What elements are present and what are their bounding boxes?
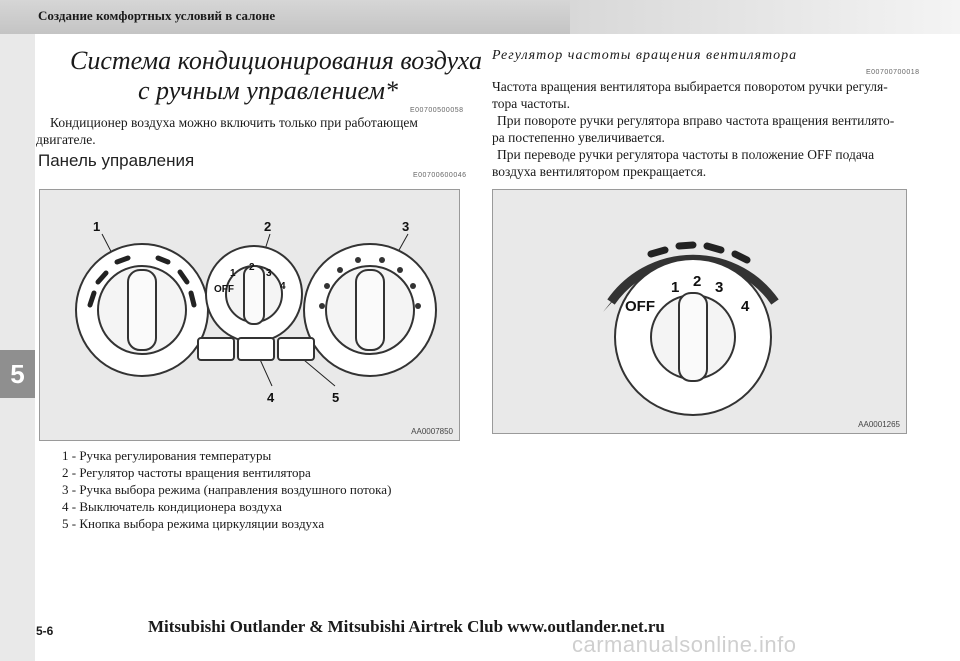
- dial-label-4: 4: [741, 298, 750, 315]
- button-row: [198, 338, 314, 360]
- fan-label-1: 1: [230, 268, 236, 279]
- fan-text-4: ра постепенно увеличивается.: [492, 130, 665, 145]
- page-number: 5-6: [36, 624, 54, 638]
- control-panel-illustration: [40, 190, 459, 440]
- temperature-knob: [76, 244, 208, 376]
- callout-1: 1: [93, 219, 101, 234]
- fan-text-6: воздуха вентилятором прекращается.: [492, 164, 707, 179]
- fan-dial-figure: [492, 189, 907, 434]
- section-title-line1: Система кондиционирования воздуха: [70, 46, 482, 75]
- legend-item: 5 - Кнопка выбора режима циркуляции воздуха: [62, 516, 325, 531]
- legend-item: 2 - Регулятор частоты вращения вентилятора: [62, 465, 311, 480]
- fan-text-5: При переводе ручки регулятора частоты в положение OFF подача: [497, 147, 875, 162]
- watermark: carmanualsonline.info: [572, 632, 797, 657]
- section-code: E00700500058: [410, 107, 464, 114]
- dial-label-off: OFF: [625, 298, 655, 315]
- fan-label-off: OFF: [214, 284, 234, 295]
- header-fade: [570, 0, 960, 34]
- fan-text-3: При повороте ручки регулятора вправо частота вращения вентилято-: [497, 113, 895, 128]
- dial-label-2: 2: [693, 273, 702, 290]
- mode-knob: [304, 244, 436, 376]
- dial-label-1: 1: [671, 279, 680, 296]
- legend-item: 1 - Ручка регулирования температуры: [62, 448, 272, 463]
- fan-speed-knob: [206, 246, 302, 342]
- dial-label-3: 3: [715, 279, 724, 296]
- fan-label-2: 2: [249, 262, 255, 273]
- panel-heading: Панель управления: [38, 151, 195, 170]
- fan-heading: Регулятор частоты вращения вентилятора: [492, 48, 798, 63]
- legend-item: 4 - Выключатель кондиционера воздуха: [62, 499, 282, 514]
- fan-label-4: 4: [280, 281, 286, 292]
- fan-text-1: Частота вращения вентилятора выбирается поворотом ручки регуля-: [492, 79, 888, 94]
- callout-3: 3: [402, 219, 410, 234]
- figure-code-left: AA0007850: [411, 427, 453, 436]
- fan-dial-illustration: [493, 190, 906, 433]
- fan-text-2: тора частоты.: [492, 96, 571, 111]
- footer-text: Mitsubishi Outlander & Mitsubishi Airtrek Club www.outlander.net.ru: [148, 617, 665, 636]
- section-title-line2: с ручным управлением*: [138, 76, 398, 105]
- intro-line1: Кондиционер воздуха можно включить только при работающем: [50, 115, 418, 130]
- control-panel-figure: [39, 189, 460, 441]
- side-strip: [0, 34, 35, 661]
- figure-code-right: AA0001265: [858, 420, 900, 429]
- chapter-tab: 5: [0, 350, 35, 398]
- fan-code: E00700700018: [866, 69, 920, 76]
- header-title: Создание комфортных условий в салоне: [38, 8, 276, 23]
- callout-5: 5: [332, 390, 340, 405]
- callout-2: 2: [264, 219, 272, 234]
- panel-code: E00700600046: [413, 172, 467, 179]
- legend-item: 3 - Ручка выбора режима (направления воздушного потока): [62, 482, 392, 497]
- callout-4: 4: [267, 390, 275, 405]
- legend: [62, 447, 462, 532]
- intro-line2: двигателе.: [36, 132, 96, 147]
- fan-label-3: 3: [266, 268, 272, 279]
